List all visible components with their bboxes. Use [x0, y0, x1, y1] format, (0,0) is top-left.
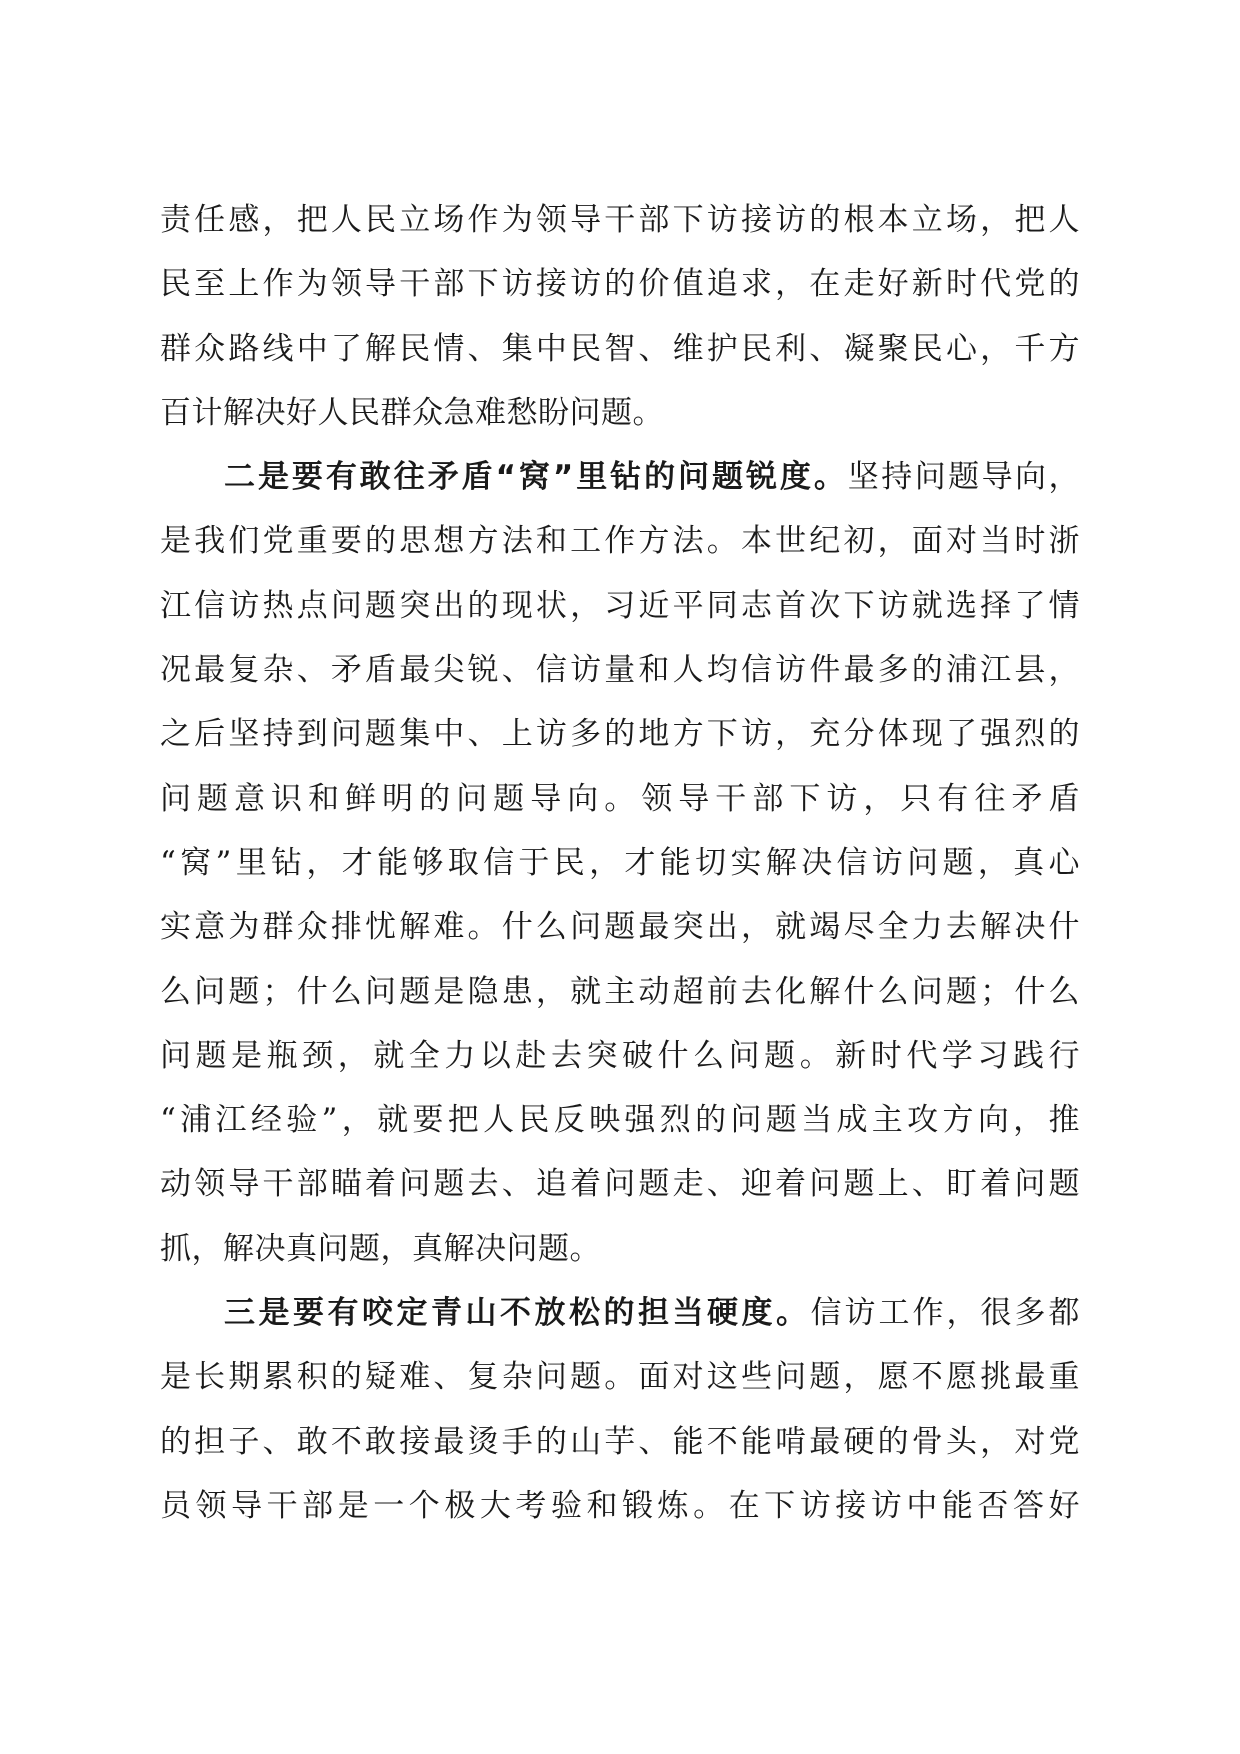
document-body [160, 188, 1080, 1538]
text-line: “浦江经验”，就要把人民反映强烈的问题当成主攻方向，推 [160, 1102, 1080, 1139]
text-line: “窝”里钻，才能够取信于民，才能切实解决信访问题，真心 [160, 844, 1080, 881]
text-line: 么问题；什么问题是隐患，就主动超前去化解什么问题；什么 [160, 973, 1080, 1010]
text-line: 抓，解决真问题，真解决问题。 [160, 1230, 601, 1267]
text-line: 况最复杂、矛盾最尖锐、信访量和人均信访件最多的浦江县， [160, 652, 1080, 689]
text-line: 百计解决好人民群众急难愁盼问题。 [160, 394, 664, 431]
text-line: 实意为群众排忧解难。什么问题最突出，就竭尽全力去解决什 [160, 909, 1080, 946]
text-line: 是我们党重要的思想方法和工作方法。本世纪初，面对当时浙 [160, 523, 1080, 560]
text-line: 民至上作为领导干部下访接访的价值追求，在走好新时代党的 [160, 266, 1080, 303]
paragraph-heading: 二是要有敢往矛盾“窝”里钻的问题锐度。 [224, 459, 848, 496]
text-line: 的担子、敢不敢接最烫手的山芋、能不能啃最硬的骨头，对党 [160, 1423, 1080, 1460]
text-line: 责任感，把人民立场作为领导干部下访接访的根本立场，把人 [160, 202, 1080, 238]
text-line: 群众路线中了解民情、集中民智、维护民利、凝聚民心，千方 [160, 330, 1080, 367]
text-line: 是长期累积的疑难、复杂问题。面对这些问题，愿不愿挑最重 [160, 1359, 1080, 1396]
text-span: 坚持问题导向， [847, 459, 1080, 496]
paragraph-heading: 三是要有咬定青山不放松的担当硬度。 [224, 1295, 811, 1332]
text-line: 问题意识和鲜明的问题导向。领导干部下访，只有往矛盾 [160, 780, 1080, 817]
text-line: 问题是瓶颈，就全力以赴去突破什么问题。新时代学习践行 [160, 1037, 1080, 1074]
paragraph-3-first-line [160, 1281, 1080, 1345]
text-line: 之后坚持到问题集中、上访多的地方下访，充分体现了强烈的 [160, 716, 1080, 753]
text-line: 员领导干部是一个极大考验和锻炼。在下访接访中能否答好 [160, 1487, 1080, 1524]
text-line: 江信访热点问题突出的现状，习近平同志首次下访就选择了情 [160, 587, 1080, 624]
text-span: 信访工作，很多都 [810, 1295, 1080, 1332]
text-line: 动领导干部瞄着问题去、追着问题走、迎着问题上、盯着问题 [160, 1166, 1080, 1203]
paragraph-2-first-line [160, 445, 1080, 509]
